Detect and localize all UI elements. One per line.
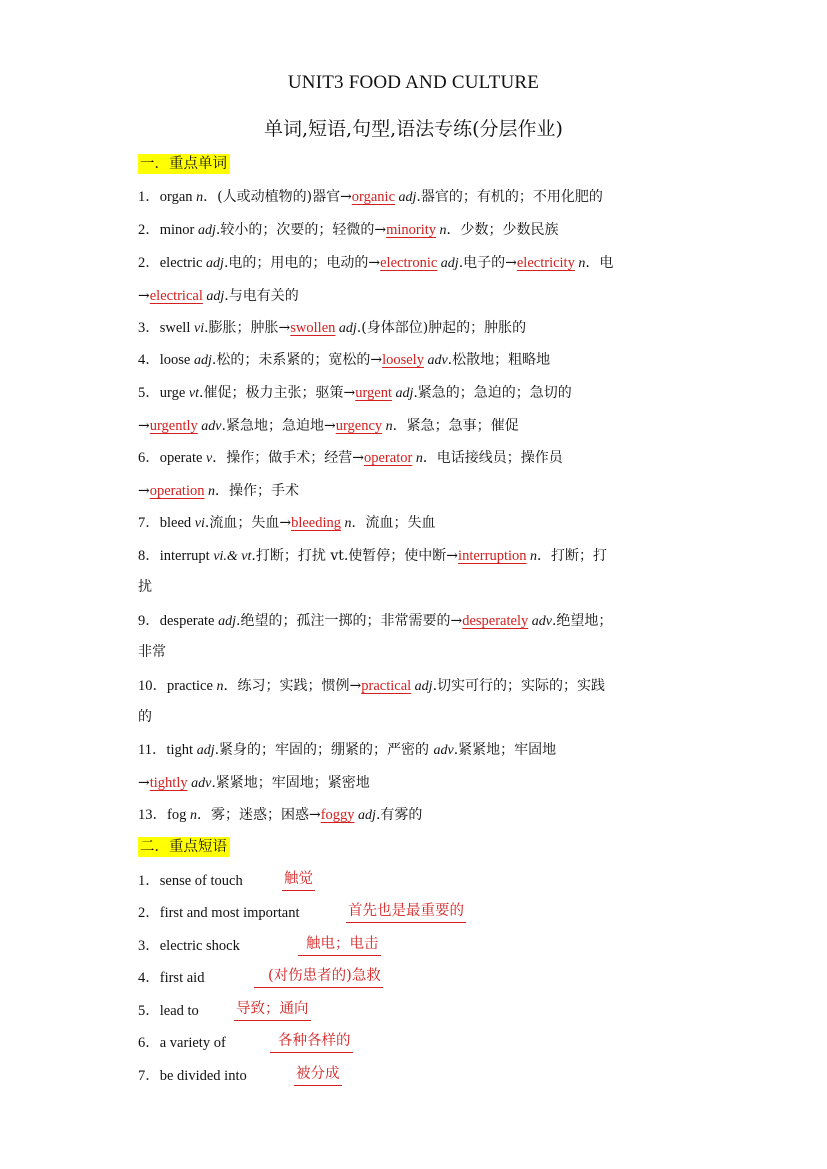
phrase-question: 7．be divided into	[138, 1068, 247, 1084]
word-entry-line: →tightly adv.紧紧地；牢固地；紧密地	[138, 775, 370, 791]
answer-text: tightly	[149, 775, 188, 791]
word-entry-line: 1．organ n．(人或动植物的)器官→organic adj.器官的；有机的；不用化肥的	[138, 189, 603, 205]
answer-text: urgent	[355, 385, 392, 401]
phrase-question: 1．sense of touch	[138, 873, 243, 889]
word-entry-line: 6．operate v．操作；做手术；经营→operator n．电话接线员；操作员	[138, 450, 563, 466]
answer-text: urgently	[149, 418, 198, 434]
answer-text: operation	[149, 483, 205, 499]
answer-text: organic	[351, 189, 396, 205]
word-entry-line: 10．practice n．练习；实践；惯例→practical adj.切实可行的；实际的；实践	[138, 678, 606, 694]
phrase-answer: (对伤患者的)急救	[254, 966, 383, 988]
word-entry-line: 扰	[138, 579, 152, 595]
answer-text: foggy	[320, 807, 355, 823]
word-entry-line: 4．loose adj.松的；未系紧的；宽松的→loosely adv.松散地；粗略地	[138, 352, 551, 368]
word-entry-line: 8．interrupt vi.& vt.打断；打扰 vt.使暂停；使中断→interruption n．打断；打	[138, 548, 608, 564]
section-heading-phrases: 二．重点短语	[138, 837, 230, 857]
document-title: UNIT3 FOOD AND CULTURE	[287, 72, 540, 93]
answer-text: desperately	[462, 613, 529, 629]
phrase-question: 6．a variety of	[138, 1035, 226, 1051]
word-entry-line: 非常	[138, 644, 166, 660]
phrase-answer: 触觉	[282, 869, 315, 891]
phrase-question: 4．first aid	[138, 970, 205, 986]
word-entry-line: 13．fog n．雾；迷惑；困惑→foggy adj.有雾的	[138, 807, 423, 823]
phrase-question: 3．electric shock	[138, 938, 240, 954]
answer-text: operator	[364, 450, 413, 466]
phrase-answer: 触电；电击	[298, 934, 381, 956]
phrase-question: 5．lead to	[138, 1003, 199, 1019]
word-entry-line: 7．bleed vi.流血；失血→bleeding n．流血；失血	[138, 515, 436, 531]
word-entry-line: →electrical adj.与电有关的	[138, 288, 299, 304]
word-entry-line: 3．swell vi.膨胀；肿胀→swollen adj.(身体部位)肿起的；肿胀的	[138, 320, 527, 336]
section-heading-words: 一．重点单词	[138, 154, 230, 174]
answer-text: electrical	[149, 288, 203, 304]
answer-text: urgency	[335, 418, 383, 434]
answer-text: swollen	[290, 320, 336, 336]
answer-text: interruption	[458, 548, 527, 564]
phrase-question: 2．first and most important	[138, 905, 300, 921]
word-entry-line: 11．tight adj.紧身的；牢固的；绷紧的；严密的 adv.紧紧地；牢固地	[138, 742, 557, 758]
answer-text: electronic	[380, 255, 438, 271]
word-entry-line: 的	[138, 709, 152, 725]
word-entry-line: →operation n．操作；手术	[138, 483, 299, 499]
answer-text: minority	[386, 222, 437, 238]
answer-text: electricity	[516, 255, 575, 271]
word-entry-line: 2．minor adj.较小的；次要的；轻微的→minority n．少数；少数民族	[138, 222, 559, 238]
phrase-answer: 首先也是最重要的	[346, 901, 466, 923]
answer-text: loosely	[382, 352, 424, 368]
document-subtitle: 单词,短语,句型,语法专练(分层作业)	[264, 118, 563, 140]
word-entry-line: →urgently adv.紧急地；急迫地→urgency n．紧急；急事；催促	[138, 418, 519, 434]
word-entry-line: 9．desperate adj.绝望的；孤注一掷的；非常需要的→desperately adv.绝望地；	[138, 613, 613, 629]
phrase-answer: 被分成	[294, 1064, 342, 1086]
phrase-answer: 各种各样的	[270, 1031, 353, 1053]
word-entry-line: 5．urge vt.催促；极力主张；驱策→urgent adj.紧急的；急迫的；急切的	[138, 385, 572, 401]
answer-text: bleeding	[291, 515, 342, 531]
answer-text: practical	[361, 678, 412, 694]
phrase-answer: 导致；通向	[234, 999, 311, 1021]
word-entry-line: 2．electric adj.电的；用电的；电动的→electronic adj.电子的→electricity n．电	[138, 255, 614, 271]
